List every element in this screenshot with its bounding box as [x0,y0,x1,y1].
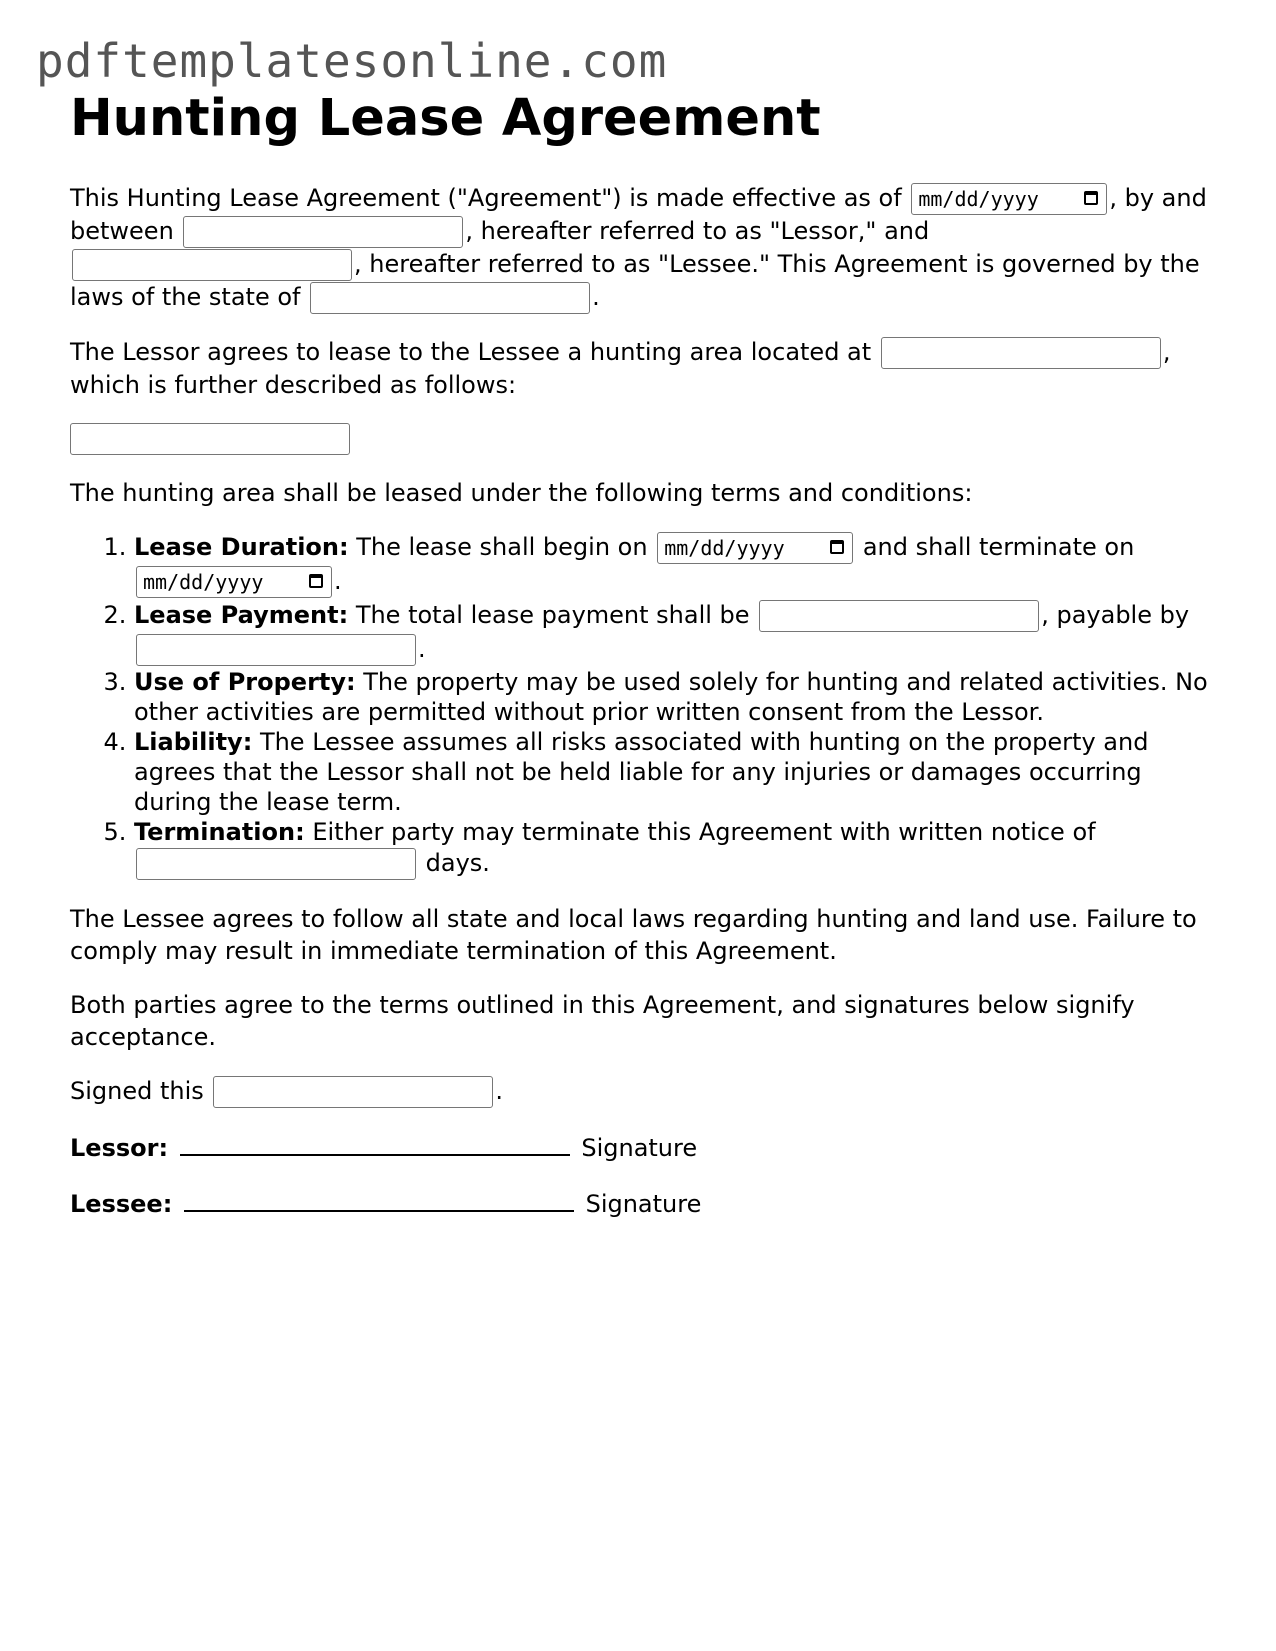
duration-label: Lease Duration: [134,533,349,561]
term-liability [134,727,1210,817]
termination-label: Termination: [134,818,305,846]
lessee-signature-line[interactable] [184,1186,574,1212]
lessor-name-input[interactable] [183,216,463,248]
signed-text-1: Signed this [70,1077,204,1105]
intro-text-2: , by and between [70,184,1207,245]
signed-date-input[interactable] [213,1076,493,1108]
intro-text-3: , hereafter referred to as "Lessor," and [465,217,930,245]
calendar-icon[interactable] [830,540,844,554]
termination-text-1: Either party may terminate this Agreement with written notice of [312,818,1096,846]
state-input[interactable] [310,282,590,314]
term-use-of-property [134,667,1210,727]
notice-days-input[interactable] [136,848,416,880]
intro-text-4: , hereafter referred to as "Lessee." This Agreement is governed by the laws of the state of [70,250,1200,311]
payment-text-2: , payable by [1041,601,1190,629]
lessee-signature-word: Signature [585,1190,702,1218]
payment-method-input[interactable] [136,634,416,666]
document-title: Hunting Lease Agreement [70,89,821,148]
watermark: pdftemplatesonline.com [36,34,668,88]
area-description-input[interactable] [70,423,350,455]
duration-text-3: . [334,567,342,595]
area-paragraph [70,336,1210,401]
term-termination [134,817,1210,881]
calendar-icon[interactable] [1084,191,1098,205]
area-text-1: The Lessor agrees to lease to the Lessee a hunting area located at [70,338,872,366]
end-date-placeholder: mm/dd/yyyy [143,570,264,594]
intro-text-1: This Hunting Lease Agreement ("Agreement") is made effective as of [70,184,902,212]
payment-amount-input[interactable] [759,600,1039,632]
acceptance-paragraph: Both parties agree to the terms outlined in this Agreement, and signatures below signify acceptance. [70,991,1135,1051]
signed-date-paragraph [70,1075,1210,1108]
lessee-label: Lessee: [70,1190,173,1218]
compliance-paragraph: The Lessee agrees to follow all state and local laws regarding hunting and land use. Failure to comply may result in immediate termination of this Agreement. [70,905,1197,965]
lessee-name-input[interactable] [72,249,352,281]
terms-list [70,531,1210,881]
duration-text-1: The lease shall begin on [356,533,648,561]
effective-date-field[interactable] [911,183,1107,215]
term-lease-duration [134,531,1210,599]
lessor-signature-row [70,1130,1210,1164]
termination-text-2: days. [425,849,490,877]
payment-text-1: The total lease payment shall be [355,601,750,629]
use-label: Use of Property: [134,668,356,696]
effective-date-placeholder: mm/dd/yyyy [918,187,1039,211]
use-text: The property may be used solely for hunting and related activities. No other activities are permitted without prior written consent from the Lessor. [134,668,1208,726]
document-body [70,86,1210,1242]
location-input[interactable] [881,337,1161,369]
term-lease-payment [134,599,1210,667]
lessor-signature-word: Signature [581,1134,698,1162]
area-text-2: , which is further described as follows: [70,338,1171,399]
signed-text-2: . [495,1077,504,1105]
liability-text: The Lessee assumes all risks associated with hunting on the property and agrees that the Lessor shall not be held liable for any injuries or damages occurring during the lease term. [134,728,1149,816]
start-date-field[interactable] [657,532,853,564]
lessee-signature-row [70,1186,1210,1220]
liability-label: Liability: [134,728,253,756]
intro-text-5: . [592,283,600,311]
start-date-placeholder: mm/dd/yyyy [664,536,785,560]
end-date-field[interactable] [136,566,332,598]
lessor-signature-line[interactable] [180,1130,570,1156]
payment-label: Lease Payment: [134,601,349,629]
lessor-label: Lessor: [70,1134,169,1162]
terms-intro: The hunting area shall be leased under the following terms and conditions: [70,479,973,507]
intro-paragraph [70,182,1210,314]
payment-text-3: . [418,635,426,663]
calendar-icon[interactable] [309,574,323,588]
duration-text-2: and shall terminate on [862,533,1135,561]
